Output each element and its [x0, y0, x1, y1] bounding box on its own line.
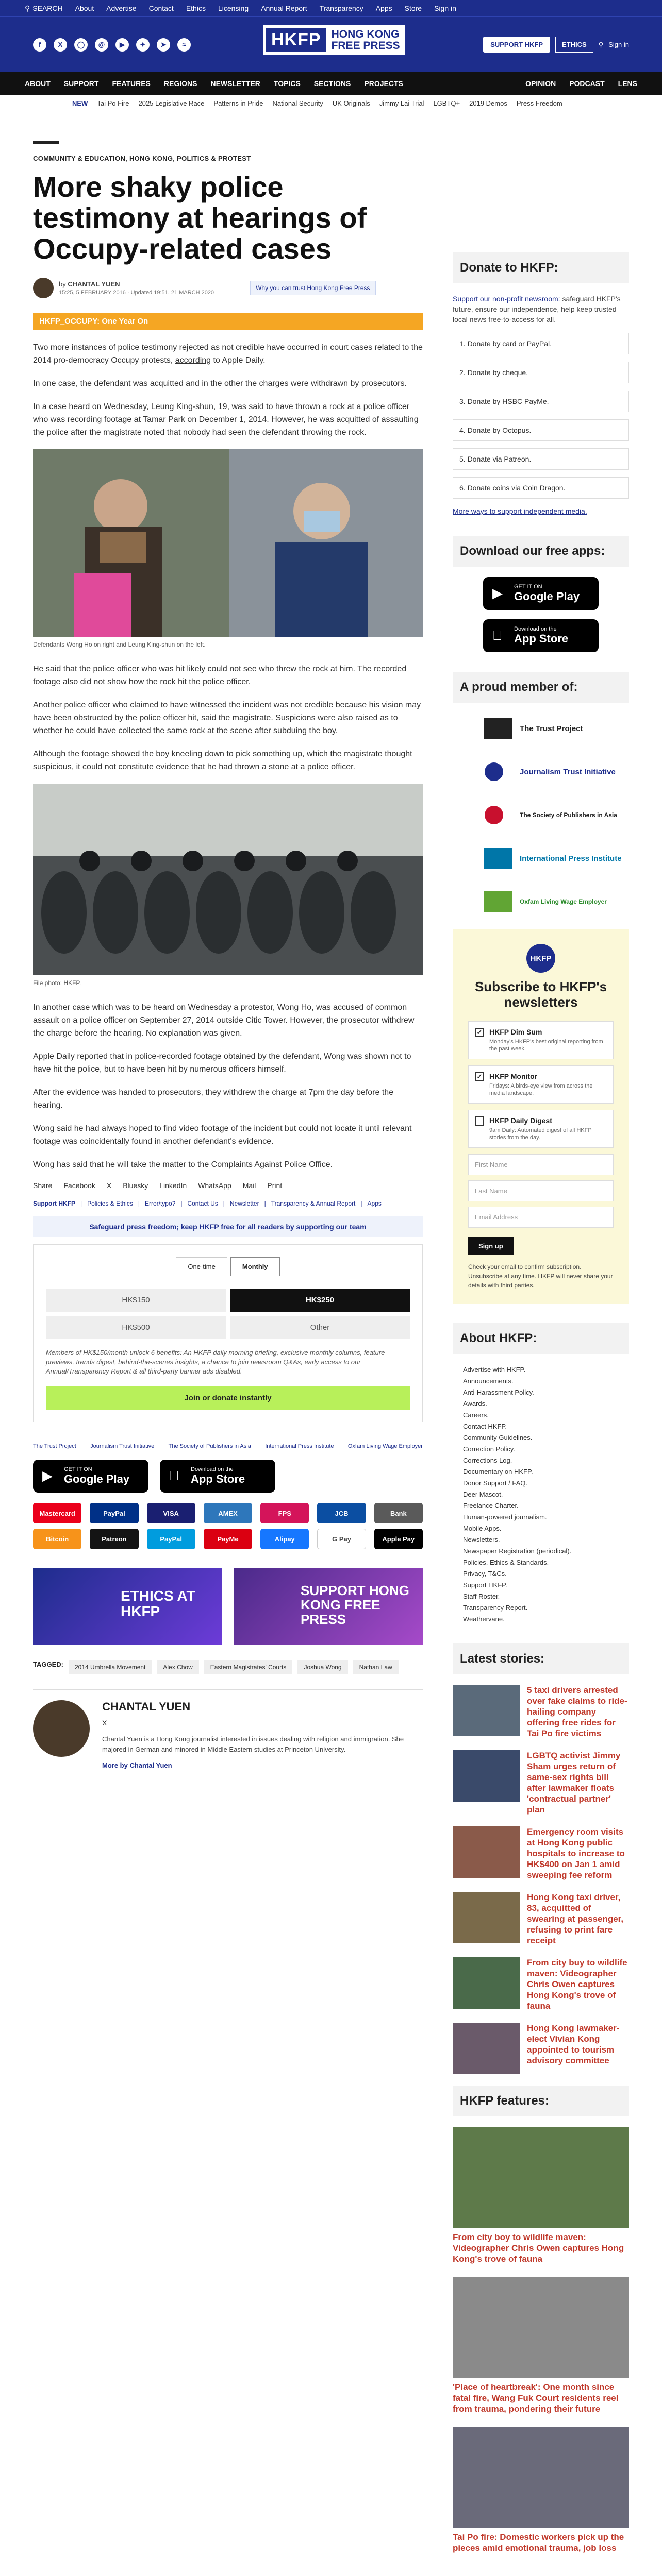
topbar-contact[interactable]: Contact [148, 4, 174, 12]
story-title[interactable]: From city buy to wildlife maven: Videographer Chris Owen captures Hong Kong's trove of fauna [527, 1958, 627, 2011]
support-promo[interactable] [234, 1568, 423, 1645]
instagram-icon[interactable]: ◯ [74, 38, 88, 52]
nav-regions[interactable]: REGIONS [163, 79, 197, 88]
trending-item[interactable]: 2019 Demos [469, 99, 507, 107]
latest-story[interactable] [453, 2023, 629, 2074]
more-ways-link[interactable]: More ways to support independent media. [453, 507, 587, 515]
trust-badge[interactable]: Why you can trust Hong Kong Free Press [250, 281, 375, 295]
donate-support-link[interactable]: Support our non-profit newsroom: [453, 295, 560, 303]
payment-methods [33, 1503, 423, 1549]
about-link[interactable]: Awards. [463, 1400, 487, 1408]
donate-option[interactable]: 5. Donate via Patreon. [453, 448, 629, 470]
sopa-logo[interactable] [484, 800, 629, 831]
header-actions [483, 37, 629, 53]
checkbox-unchecked[interactable] [475, 1116, 484, 1126]
about-link[interactable]: Newspaper Registration (periodical). [463, 1547, 572, 1555]
tag-link[interactable]: 2014 Umbrella Movement [69, 1660, 152, 1674]
title-rule [33, 141, 59, 144]
about-link[interactable]: Mobile Apps. [463, 1524, 502, 1532]
logo-wordmark [332, 29, 400, 52]
jcb-icon[interactable]: JCB [317, 1503, 366, 1523]
story-title[interactable]: 5 taxi drivers arrested over fake claims to ride-hailing company offering free rides for Tai Po fire victims [527, 1685, 627, 1738]
logo-mark: HKFP [266, 28, 326, 52]
topbar-advertise[interactable]: Advertise [106, 4, 137, 12]
tag-link[interactable]: Eastern Magistrates' Courts [204, 1660, 293, 1674]
option-text [489, 1028, 607, 1053]
rss-icon[interactable]: ≈ [177, 38, 191, 52]
trending-item[interactable]: Tai Po Fire [97, 99, 129, 107]
badge-small-text: Download on the [191, 1466, 234, 1472]
about-link[interactable]: Corrections Log. [463, 1456, 512, 1464]
promo-title: SUPPORT HONG KONG FREE PRESS [301, 1583, 409, 1627]
support-link[interactable]: Transparency & Annual Report [271, 1200, 356, 1207]
spacer [453, 1304, 629, 1323]
article-tags [33, 1660, 423, 1674]
share-print[interactable]: Print [267, 1181, 283, 1190]
topbar-search-label: SEARCH [32, 4, 63, 12]
trending-bar [0, 95, 662, 112]
about-link[interactable]: Contact HKFP. [463, 1422, 507, 1430]
fps-icon[interactable]: FPS [260, 1503, 309, 1523]
badge-big-text: Google Play [64, 1472, 130, 1485]
header-signin[interactable]: Sign in [608, 41, 629, 48]
nav-podcast[interactable]: PODCAST [569, 79, 605, 88]
ipi-icon [484, 848, 512, 869]
feature-story[interactable] [453, 2277, 629, 2414]
about-link[interactable]: Privacy, T&Cs. [463, 1570, 507, 1578]
donate-widget-text [453, 294, 629, 325]
author-info [102, 1700, 423, 1770]
topbar-annual-report[interactable]: Annual Report [261, 4, 307, 12]
features-title: HKFP features: [453, 2086, 629, 2116]
option-desc: 9am Daily: Automated digest of all HKFP stories from the day. [489, 1127, 592, 1141]
about-link[interactable]: Anti-Harassment Policy. [463, 1388, 534, 1396]
badge-big-text: App Store [514, 632, 569, 645]
about-link[interactable]: Support HKFP. [463, 1581, 507, 1589]
member-logos [453, 713, 629, 917]
tab-monthly[interactable]: Monthly [230, 1257, 280, 1276]
topbar-apps[interactable]: Apps [375, 4, 392, 12]
jti-logo[interactable] [484, 756, 629, 787]
donate-widget [33, 1244, 423, 1422]
google-play-badge[interactable] [483, 577, 599, 610]
ipi-logo[interactable]: International Press Institute [265, 1443, 334, 1449]
about-link[interactable]: Announcements. [463, 1377, 514, 1385]
option-title: HKFP Dim Sum [489, 1028, 542, 1036]
youtube-icon[interactable]: ▶ [115, 38, 129, 52]
author-name[interactable]: CHANTAL YUEN [102, 1700, 191, 1713]
promo-banners [33, 1568, 423, 1645]
p1-text: Two more instances of police testimony rejected as not credible have occurred in court cases related to the 2014 pro-democracy Occupy protests, [33, 343, 423, 365]
support-link[interactable]: Support HKFP [33, 1200, 75, 1207]
site-logo[interactable] [263, 25, 405, 55]
byline-text [59, 280, 214, 296]
last-name-field[interactable]: Last Name [468, 1180, 614, 1201]
about-link[interactable]: Correction Policy. [463, 1445, 515, 1453]
search-icon[interactable]: ⚲ [598, 40, 604, 48]
about-link[interactable]: Careers. [463, 1411, 489, 1419]
email-field[interactable]: Email Address [468, 1207, 614, 1228]
nav-newsletter[interactable]: NEWSLETTER [210, 79, 260, 88]
series-banner[interactable]: HKFP_OCCUPY: One Year On [33, 313, 423, 330]
about-link[interactable]: Human-powered journalism. [463, 1513, 547, 1521]
main-nav [0, 72, 662, 95]
nav-sections[interactable]: SECTIONS [313, 79, 351, 88]
trust-project-icon [484, 718, 512, 739]
amount-option[interactable]: HK$150 [46, 1289, 226, 1312]
member-name: Journalism Trust Initiative [520, 767, 616, 776]
tag-link[interactable]: Joshua Wong [297, 1660, 347, 1674]
member-name: International Press Institute [520, 854, 622, 863]
sopa-logo[interactable]: The Society of Publishers in Asia [168, 1443, 251, 1449]
story-title[interactable]: LGBTQ activist Jimmy Sham urges return of same-sex rights bill after lawmaker floats 'contractual partner' plan [527, 1751, 621, 1815]
site-header [0, 16, 662, 72]
oxfam-icon [484, 891, 512, 912]
amount-options [46, 1289, 410, 1339]
badge-small-text: Download on the [514, 626, 557, 632]
about-link[interactable]: Staff Roster. [463, 1592, 500, 1600]
about-link[interactable]: Community Guidelines. [463, 1434, 533, 1442]
latest-story[interactable] [453, 1750, 629, 1815]
app-store-badge[interactable] [160, 1460, 275, 1493]
share-linkedin[interactable]: LinkedIn [159, 1181, 187, 1190]
more-by-author-link[interactable]: More by Chantal Yuen [102, 1761, 172, 1769]
photo-caption: Defendants Wong Ho on right and Leung King-shun on the left. [33, 641, 206, 648]
about-link[interactable]: Deer Mascot. [463, 1490, 503, 1498]
latest-title: Latest stories: [453, 1643, 629, 1674]
safeguard-banner[interactable]: Safeguard press freedom; keep HKFP free for all readers by supporting our team [33, 1216, 423, 1237]
paragraph: Apple Daily reported that in police-recorded footage obtained by the defendant, Wong was shown not to have hit the police, but to have been hit by numerous officers himself. [33, 1052, 411, 1074]
donate-option[interactable]: 4. Donate by Octopus. [453, 419, 629, 441]
defendants-illustration [33, 449, 423, 637]
source-link[interactable]: according [175, 356, 211, 365]
oxfam-logo[interactable] [484, 886, 629, 917]
share-x[interactable]: X [106, 1181, 112, 1190]
paragraph: Wong has said that he will take the matter to the Complaints Against Police Office. [33, 1160, 333, 1169]
about-link[interactable]: Newsletters. [463, 1536, 500, 1544]
about-link[interactable]: Documentary on HKFP. [463, 1468, 533, 1476]
option-desc: Monday's HKFP's best original reporting from the past week. [489, 1039, 603, 1052]
donate-widget-title: Donate to HKFP: [453, 252, 629, 283]
nav-opinion[interactable]: OPINION [525, 79, 556, 88]
sidebar [453, 252, 629, 2566]
author-photo[interactable] [33, 1700, 90, 1757]
signup-button[interactable]: Sign up [468, 1237, 514, 1255]
share-whatsapp[interactable]: WhatsApp [198, 1181, 231, 1190]
jti-logo[interactable]: Journalism Trust Initiative [90, 1443, 155, 1449]
trending-label: NEW [72, 99, 88, 107]
amount-option-selected[interactable]: HK$250 [230, 1289, 410, 1312]
ipi-logo[interactable] [484, 843, 629, 874]
about-title: About HKFP: [453, 1323, 629, 1354]
mastercard-icon[interactable]: Mastercard [33, 1503, 81, 1523]
share-mail[interactable]: Mail [242, 1181, 256, 1190]
apple-icon [169, 1468, 185, 1483]
story-thumbnail [453, 1750, 520, 1802]
photo-caption: File photo: HKFP. [33, 979, 81, 987]
feature-story[interactable] [453, 2127, 629, 2264]
topbar-search[interactable]: ⚲ SEARCH [25, 4, 63, 12]
paragraph: In a case heard on Wednesday, Leung King-shun, 19, was said to have thrown a rock at a police officer who was recording footage at Tamar Park on December 1, 2014. However, he was acquitted of assaulting the police after the magistrate noted that nobody had seen the defendant throwing the rock. [33, 402, 419, 437]
badge-big-text: Google Play [514, 590, 580, 603]
donate-options [453, 333, 629, 499]
feature-image [453, 2127, 629, 2228]
article-title: More shaky police testimony at hearings of Occupy-related cases [33, 171, 367, 265]
visa-icon[interactable]: VISA [147, 1503, 195, 1523]
amount-option-other[interactable]: Other [230, 1316, 410, 1339]
paragraph: Another police officer who claimed to have witnessed the incident was not credible because his vision may have been obstructed by the police officer hit, said the magistrate. Suspicions were also raised as to whether he could have collected the same rock at the scene after subduing the boy. [33, 701, 421, 735]
author-box [33, 1689, 423, 1770]
latest-story[interactable] [453, 1892, 629, 1946]
option-text [489, 1072, 607, 1097]
newsletter-note: Check your email to confirm subscription. Unsubscribe at any time. HKFP will never share your details with third parties. [468, 1263, 613, 1289]
trending-item[interactable]: Press Freedom [516, 99, 562, 107]
patreon-icon[interactable]: Patreon [90, 1529, 138, 1549]
google-play-icon: ▶ [492, 585, 503, 601]
bluesky-icon[interactable]: ✦ [136, 38, 150, 52]
nav-lens[interactable]: LENS [618, 79, 637, 88]
donate-option[interactable]: 3. Donate by HSBC PayMe. [453, 391, 629, 412]
topbar-about[interactable]: About [75, 4, 94, 12]
paypal-icon[interactable]: PayPal [147, 1529, 195, 1549]
threads-icon[interactable]: @ [95, 38, 108, 52]
share-label[interactable]: Share [33, 1181, 53, 1190]
about-link[interactable]: Donor Support / FAQ. [463, 1479, 528, 1487]
article-category[interactable]: COMMUNITY & EDUCATION, HONG KONG, POLITICS & PROTEST [33, 155, 251, 162]
trending-item[interactable]: National Security [272, 99, 323, 107]
feature-title[interactable]: 'Place of heartbreak': One month since fatal fire, Wang Fuk Court residents reel from trauma, pondering their future [453, 2382, 619, 2414]
support-link[interactable]: Error/typo? [144, 1200, 176, 1207]
sidebar-app-badges [453, 577, 629, 652]
checkbox-checked[interactable]: ✓ [475, 1072, 484, 1081]
more-ways [453, 506, 629, 516]
byline [33, 278, 423, 298]
first-name-field[interactable]: First Name [468, 1154, 614, 1175]
ethics-button[interactable]: ETHICS [555, 37, 593, 53]
apple-icon [492, 628, 508, 643]
nav-features[interactable]: FEATURES [112, 79, 151, 88]
trending-item[interactable]: UK Originals [332, 99, 370, 107]
latest-list [453, 1685, 629, 2074]
newsletter-option[interactable] [468, 1065, 614, 1104]
trending-item[interactable]: Patterns in Pride [213, 99, 263, 107]
sopa-icon [484, 805, 512, 825]
checkbox-checked[interactable]: ✓ [475, 1028, 484, 1037]
byline-author[interactable]: CHANTAL YUEN [68, 280, 120, 288]
donate-option[interactable]: 1. Donate by card or PayPal. [453, 333, 629, 354]
latest-story[interactable] [453, 1685, 629, 1739]
paragraph: In one case, the defendant was acquitted and in the other the charges were withdrawn by prosecutors. [33, 379, 407, 388]
about-link[interactable]: Weathervane. [463, 1615, 505, 1623]
story-thumbnail [453, 1957, 520, 2009]
app-store-badge[interactable] [483, 619, 599, 652]
hkfp-badge: HKFP [526, 944, 555, 973]
topbar-ethics[interactable]: Ethics [186, 4, 206, 12]
police-photo [33, 784, 423, 975]
bitcoin-icon[interactable]: Bitcoin [33, 1529, 81, 1549]
article-date: 15:25, 5 FEBRUARY 2016 · Updated 19:51, 21 MARCH 2020 [59, 290, 214, 296]
x-icon[interactable]: X [102, 1719, 107, 1727]
apple-pay-icon[interactable]: Apple Pay [374, 1529, 423, 1549]
feature-image [453, 2427, 629, 2528]
about-link[interactable]: Transparency Report. [463, 1604, 528, 1612]
top-utility-bar [0, 0, 662, 16]
donate-option[interactable]: 2. Donate by cheque. [453, 362, 629, 383]
feature-title[interactable]: Tai Po fire: Domestic workers pick up the pieces amid emotional trauma, job loss [453, 2532, 624, 2553]
story-thumbnail [453, 1826, 520, 1878]
share-bar [33, 1181, 423, 1190]
member-name: The Society of Publishers in Asia [520, 811, 617, 819]
tag-link[interactable]: Nathan Law [353, 1660, 399, 1674]
byline-prefix: by [59, 280, 66, 288]
nav-support[interactable]: SUPPORT [63, 79, 99, 88]
ethics-promo[interactable] [33, 1568, 222, 1645]
member-name: The Trust Project [520, 724, 583, 733]
topbar-signin[interactable]: Sign in [434, 4, 456, 12]
trending-item[interactable]: LGBTQ+ [433, 99, 460, 107]
amount-option[interactable]: HK$500 [46, 1316, 226, 1339]
x-icon[interactable]: X [54, 38, 67, 52]
story-thumbnail [453, 1685, 520, 1736]
telegram-icon[interactable]: ➤ [157, 38, 170, 52]
support-link[interactable]: Contact Us [187, 1200, 218, 1207]
support-links: Support HKFP | Policies & Ethics | Error/typo? | Contact Us | Newsletter | Transparency & Annual Report | Apps [33, 1200, 382, 1207]
badge-small-text: GET IT ON [514, 584, 542, 590]
jti-icon [484, 761, 512, 782]
support-link[interactable]: Apps [367, 1200, 382, 1207]
bank-icon[interactable]: Bank [374, 1503, 423, 1523]
newsletter-widget [453, 929, 629, 1304]
join-donate-button[interactable]: Join or donate instantly [46, 1386, 410, 1410]
badge-small-text: GET IT ON [64, 1466, 92, 1472]
apps-title: Download our free apps: [453, 536, 629, 567]
option-text [489, 1116, 607, 1141]
nav-topics[interactable]: TOPICS [273, 79, 301, 88]
paragraph: After the evidence was handed to prosecutors, they withdrew the charge at 7pm the day before the hearing. [33, 1088, 394, 1110]
donate-tabs [46, 1257, 410, 1276]
share-bluesky[interactable]: Bluesky [123, 1181, 148, 1190]
option-desc: Fridays: A birds-eye view from across the media landscape. [489, 1083, 593, 1096]
topbar-licensing[interactable]: Licensing [218, 4, 249, 12]
donate-text: safeguard HKFP's future, ensure our independence, help keep trusted local news free-to-access for all. [453, 295, 621, 324]
share-facebook[interactable]: Facebook [63, 1181, 95, 1190]
police-line-illustration [33, 784, 423, 975]
social-links [33, 38, 191, 52]
oxfam-logo[interactable]: Oxfam Living Wage Employer [347, 1443, 423, 1449]
tab-one-time[interactable]: One-time [176, 1257, 227, 1276]
latest-story[interactable] [453, 1826, 629, 1880]
story-title[interactable]: Hong Kong taxi driver, 83, acquitted of swearing at passenger, refusing to print fare receipt [527, 1892, 624, 1945]
google-pay-icon[interactable]: G Pay [317, 1529, 366, 1549]
story-thumbnail [453, 2023, 520, 2074]
logo-line-2: FREE PRESS [331, 39, 400, 52]
about-link[interactable]: Freelance Charter. [463, 1502, 519, 1510]
topbar-transparency[interactable]: Transparency [319, 4, 363, 12]
donate-note: Members of HK$150/month unlock 6 benefits: An HKFP daily morning briefing, exclusive monthly columns, feature previews, trends digest, behind-the-scenes insights, a chance to join newsroom Q&As, early access to our Annual/Transparency Report & all third-party banner ads disabled. [46, 1349, 385, 1375]
app-store-badges [33, 1460, 423, 1493]
tags-label: TAGGED: [33, 1660, 63, 1668]
badge-big-text: App Store [191, 1472, 245, 1485]
paragraph: Although the footage showed the boy kneeling down to pick something up, which the magistrate thought suspicious, it could not constitute evidence that he had thrown a stone at a police officer. [33, 750, 412, 771]
feature-story[interactable] [453, 2427, 629, 2553]
donate-option[interactable]: 6. Donate coins via Coin Dragon. [453, 477, 629, 499]
tag-link[interactable]: Alex Chow [157, 1660, 198, 1674]
author-avatar[interactable] [33, 278, 54, 298]
member-name: Oxfam Living Wage Employer [520, 898, 607, 905]
option-title: HKFP Daily Digest [489, 1116, 552, 1125]
story-thumbnail [453, 1892, 520, 1943]
logo-line-1: HONG KONG [331, 28, 400, 40]
paragraph: Wong said he had always hoped to find video footage of the incident but could not locate it until relevant footage was coincidentally found in another defendant's evidence. [33, 1124, 412, 1146]
paypal-icon[interactable]: PayPal [90, 1503, 138, 1523]
trust-project-logo[interactable] [484, 713, 629, 744]
article-body [33, 341, 423, 1171]
trust-project-logo[interactable]: The Trust Project [33, 1443, 76, 1449]
payme-icon[interactable]: PayMe [204, 1529, 252, 1549]
amex-icon[interactable]: AMEX [204, 1503, 252, 1523]
alipay-icon[interactable]: Alipay [260, 1529, 309, 1549]
paragraph [33, 341, 423, 367]
google-play-icon: ▶ [42, 1468, 53, 1483]
feature-image [453, 2277, 629, 2378]
facebook-icon[interactable]: f [33, 38, 46, 52]
latest-story[interactable] [453, 1957, 629, 2011]
promo-title: ETHICS AT HKFP [121, 1588, 195, 1619]
topbar-store[interactable]: Store [404, 4, 422, 12]
article-column [33, 134, 423, 1770]
story-title[interactable]: Emergency room visits at Hong Kong public hospitals to increase to HK$400 on Jan 1 amid sweeping fee reform [527, 1827, 625, 1880]
p1-end: to Apple Daily. [211, 356, 266, 365]
story-title[interactable]: Hong Kong lawmaker-elect Vivian Kong appointed to tourism advisory committee [527, 2023, 620, 2065]
support-link[interactable]: Policies & Ethics [87, 1200, 133, 1207]
author-bio: Chantal Yuen is a Hong Kong journalist interested in issues dealing with religion and immigration. She majored in German and minored in Middle Eastern studies at Princeton University. [102, 1735, 404, 1753]
paragraph: In another case which was to be heard on Wednesday a protestor, Wong Ho, was accused of common assault on a police officer on September 27, 2014 outside Citic Tower. However, the prosecutor withdrew the charge before the hearing. No explanation was given. [33, 1003, 415, 1038]
paragraph: He said that the police officer who was hit likely could not see who threw the rock at him. The recorded footage also did not show how the rock hit the police officer. [33, 665, 407, 686]
newsletter-option[interactable] [468, 1110, 614, 1148]
feature-title[interactable]: From city boy to wildlife maven: Videographer Chris Owen captures Hong Kong's trove of fauna [453, 2232, 624, 2264]
about-link[interactable]: Advertise with HKFP. [463, 1366, 526, 1374]
support-hkfp-button[interactable]: SUPPORT HKFP [483, 37, 550, 53]
footer-member-logos [33, 1443, 423, 1449]
defendants-photo [33, 449, 423, 637]
about-link[interactable]: Policies, Ethics & Standards. [463, 1558, 549, 1566]
trending-item[interactable]: 2025 Legislative Race [138, 99, 205, 107]
support-link[interactable]: Newsletter [229, 1200, 259, 1207]
google-play-badge[interactable] [33, 1460, 148, 1493]
nav-about[interactable]: ABOUT [25, 79, 51, 88]
member-title: A proud member of: [453, 672, 629, 703]
trending-item[interactable]: Jimmy Lai Trial [379, 99, 424, 107]
about-list [453, 1364, 629, 1625]
nav-projects[interactable]: PROJECTS [364, 79, 403, 88]
newsletter-option[interactable] [468, 1021, 614, 1059]
newsletter-title: Subscribe to HKFP's newsletters [474, 979, 607, 1010]
option-title: HKFP Monitor [489, 1072, 538, 1080]
